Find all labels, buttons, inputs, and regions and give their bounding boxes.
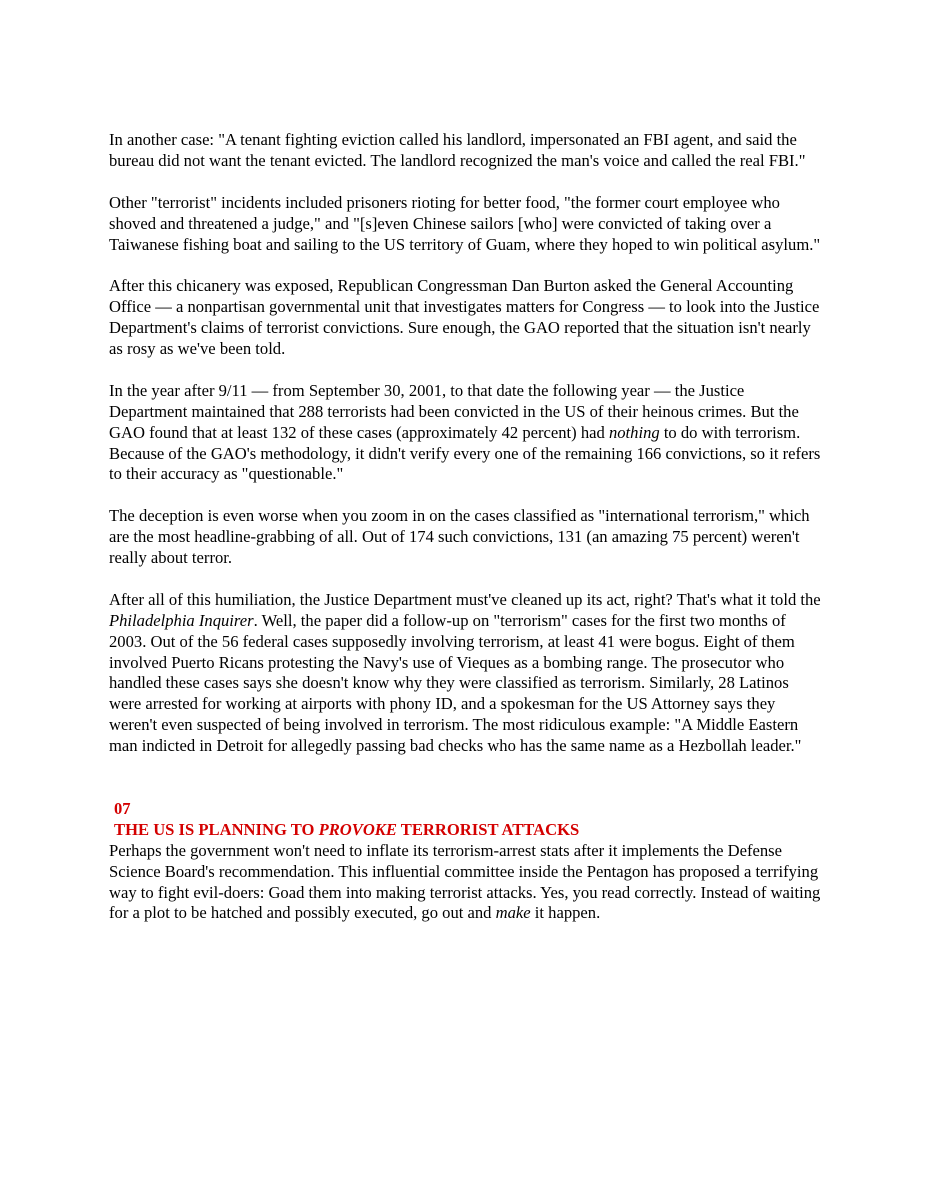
paragraph-inquirer-followup [109,590,821,757]
text-run: Other "terrorist" incidents included prisoners rioting for better food, "the former court employee who shoved and threatened a judge," and "[s]even Chinese sailors [who] were convicted of taking over a Taiwanese fishing boat and sailing to the US territory of Guam, where they hoped to win political asylum." [109,192,821,254]
paragraph-terrorist-incidents [109,193,821,256]
text-run: Perhaps the government won't need to inflate its terrorism-arrest stats after it implements the Defense Science Board's recommendation. This influential committee inside the Pentagon has proposed a terrifying way to fight evil-doers: Goad them into making terrorist attacks. Yes, you read correctly. Instead of waiting for a plot to be hatched and possibly executed, go out and [109,840,821,923]
paragraph-landlord-case [109,130,821,172]
paragraph-gao-request [109,276,821,360]
section-title [109,820,821,841]
section-title-run: THE US IS PLANNING TO [114,819,319,839]
paragraph-year-after-911 [109,381,821,486]
text-run: to do with terrorism. Because of the GAO's methodology, it didn't verify every one of the remaining 166 convictions, so it refers to their accuracy as "questionable." [109,422,821,484]
paragraph-international-terrorism [109,506,821,569]
document-page [109,130,821,945]
text-run: In the year after 9/11 — from September 30, 2001, to that date the following year — the Justice Department maintained that 288 terrorists had been convicted in the US of their heinous crimes. But the GAO found that at least 132 of these cases (approximately 42 percent) had [109,380,799,442]
text-run: it happen. [530,903,601,923]
text-run-italic: make [495,903,531,923]
text-run-italic: Philadelphia Inquirer [109,610,254,630]
text-run: After this chicanery was exposed, Republican Congressman Dan Burton asked the General Accounting Office — a nonpartisan governmental unit that investigates matters for Congress — to look into the Justice Department's claims of terrorist convictions. Sure enough, the GAO reported that the situation isn't nearly as rosy as we've been told. [109,276,820,359]
text-run: After all of this humiliation, the Justice Department must've cleaned up its act, right? That's what it told the [109,589,821,609]
text-run: In another case: "A tenant fighting eviction called his landlord, impersonated an FBI agent, and said the bureau did not want the tenant evicted. The landlord recognized the man's voice and called the real FBI." [109,130,806,170]
text-run: . Well, the paper did a follow-up on "terrorism" cases for the first two months of 2003. Out of the 56 federal cases supposedly involving terrorism, at least 41 were bogus. Eight of them involved Puerto Ricans protesting the Navy's use of Vieques as a bombing range. The prosecutor who handled these cases says she doesn't know why they were classified as terrorism. Similarly, 28 Latinos were arrested for working at airports with phony ID, and a spokesman for the US Attorney says they weren't even suspected of being involved in terrorism. The most ridiculous example: "A Middle Eastern man indicted in Detroit for allegedly passing bad checks who has the same name as a Hezbollah leader." [109,610,802,756]
section-title-run: TERRORIST ATTACKS [396,819,580,839]
section-body [109,841,821,925]
section-number: 07 [114,798,131,818]
text-run: The deception is even worse when you zoom in on the cases classified as "international terrorism," which are the most headline-grabbing of all. Out of 174 such convictions, 131 (an amazing 75 percent) weren't really about terror. [109,506,810,568]
section-title-run-italic: PROVOKE [318,819,397,839]
text-run-italic: nothing [608,422,660,442]
